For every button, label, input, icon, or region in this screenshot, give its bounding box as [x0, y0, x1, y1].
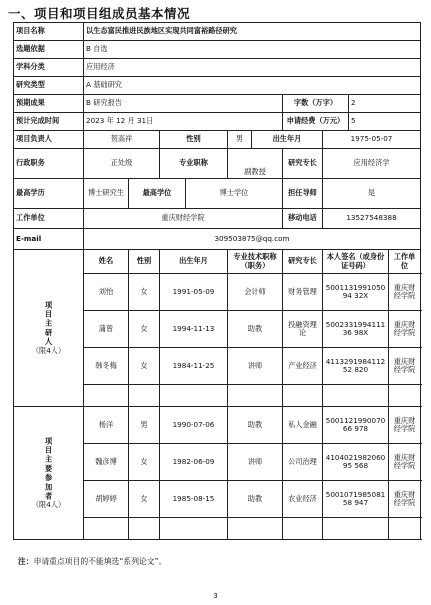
specialty-value: 应用经济学 — [323, 149, 421, 179]
education-value: 博士研究生 — [84, 179, 129, 209]
members-header-row — [14, 250, 421, 274]
member-birth: 1991-05-09 — [160, 274, 228, 311]
member-idcard: 500233199411136 98X — [323, 311, 389, 348]
org-row — [14, 209, 421, 229]
member-specialty: 产业经济 — [283, 348, 323, 385]
member-title: 助教 — [228, 311, 283, 348]
member-title: 助教 — [228, 407, 283, 444]
admin-label: 行政职务 — [14, 149, 84, 179]
leader-gender-label: 性别 — [160, 131, 228, 149]
member-title: 讲师 — [228, 444, 283, 481]
member-gender: 女 — [129, 348, 160, 385]
member-specialty: 财务管理 — [283, 274, 323, 311]
completion-row — [14, 113, 421, 131]
footnote — [18, 556, 166, 567]
participant-row — [14, 407, 421, 444]
member-name: 胡婷婷 — [84, 481, 129, 518]
participants-limit: （限4人） — [31, 500, 66, 510]
email-row — [14, 229, 421, 250]
completion-label: 预计完成时间 — [14, 113, 84, 131]
member-birth-header: 出生年月 — [160, 250, 228, 274]
word-count-label: 字数（万字） — [283, 95, 349, 113]
member-idcard: 411329198411252 820 — [323, 348, 389, 385]
member-idcard-header: 本人签名（或身份证号码） — [323, 250, 389, 274]
footnote-text: 申请重点项目的不能填选“系列论文”。 — [33, 557, 167, 566]
research-type-value: A 基础研究 — [84, 77, 421, 95]
member-specialty: 公司治理 — [283, 444, 323, 481]
member-org: 重庆财经学院 — [389, 311, 421, 348]
member-birth: 1982-06-09 — [160, 444, 228, 481]
member-idcard: 500112199007066 978 — [323, 407, 389, 444]
word-count-value: 2 — [349, 95, 421, 113]
admin-row — [14, 149, 421, 179]
member-gender: 女 — [129, 274, 160, 311]
member-org-header: 工作单位 — [389, 250, 421, 274]
participants-label-cell — [14, 407, 84, 540]
funding-value: 5 — [349, 113, 421, 131]
expected-result-value: B 研究报告 — [84, 95, 283, 113]
member-org: 重庆财经学院 — [389, 444, 421, 481]
member-org: 重庆财经学院 — [389, 481, 421, 518]
main-researchers-label: 项目主研人 — [44, 300, 54, 347]
leader-gender-value: 男 — [228, 131, 252, 149]
education-row — [14, 179, 421, 209]
member-name: 韩冬梅 — [84, 348, 129, 385]
member-name: 蒲曾 — [84, 311, 129, 348]
member-specialty-header: 研究专长 — [283, 250, 323, 274]
org-label: 工作单位 — [14, 209, 84, 229]
title-label: 专业职称 — [160, 149, 228, 179]
member-gender-header: 性别 — [129, 250, 160, 274]
funding-label: 申请经费（万元） — [283, 113, 349, 131]
member-specialty: 私人金融 — [283, 407, 323, 444]
leader-birth-value: 1975-05-07 — [323, 131, 421, 149]
member-specialty: 农业经济 — [283, 481, 323, 518]
title-value: 副教授 — [228, 149, 283, 179]
leader-birth-label: 出生年月 — [252, 131, 323, 149]
leader-row — [14, 131, 421, 149]
member-gender: 女 — [129, 444, 160, 481]
member-title-header: 专业技术职称（职务） — [228, 250, 283, 274]
member-title: 会计师 — [228, 274, 283, 311]
email-label: E-mail — [14, 229, 84, 250]
email-value: 309503875@qq.com — [84, 229, 421, 250]
discipline-value: 应用经济 — [84, 59, 421, 77]
research-type-label: 研究类型 — [14, 77, 84, 95]
basis-label: 选题依据 — [14, 41, 84, 59]
member-idcard: 500113199105094 32X — [323, 274, 389, 311]
member-name: 杨洋 — [84, 407, 129, 444]
specialty-label: 研究专长 — [283, 149, 323, 179]
member-birth: 1990-07-06 — [160, 407, 228, 444]
leader-name-value: 贺高祥 — [84, 131, 160, 149]
completion-date-value: 2023 年 12 月 31日 — [84, 113, 283, 131]
page-number: 3 — [213, 592, 218, 600]
project-title-label: 项目名称 — [14, 23, 84, 41]
section-heading: 一、项目和项目组成员基本情况 — [8, 6, 191, 21]
degree-label: 最高学位 — [129, 179, 186, 209]
member-gender: 男 — [129, 407, 160, 444]
admin-value: 正处级 — [84, 149, 160, 179]
project-title-row — [14, 23, 421, 41]
discipline-label: 学科分类 — [14, 59, 84, 77]
member-name-header: 姓名 — [84, 250, 129, 274]
member-name: 魏彦博 — [84, 444, 129, 481]
member-org: 重庆财经学院 — [389, 407, 421, 444]
main-researchers-label-cell — [14, 250, 84, 407]
member-specialty: 投融资理论 — [283, 311, 323, 348]
member-org: 重庆财经学院 — [389, 274, 421, 311]
expected-result-label: 预期成果 — [14, 95, 84, 113]
member-name: 刘怡 — [84, 274, 129, 311]
degree-value: 博士学位 — [186, 179, 283, 209]
supervisor-value: 是 — [323, 179, 421, 209]
phone-label: 移动电话 — [283, 209, 323, 229]
member-title: 助教 — [228, 481, 283, 518]
expected-result-row — [14, 95, 421, 113]
applicant-info-sheet — [13, 22, 420, 550]
member-idcard: 410402198206095 568 — [323, 444, 389, 481]
discipline-row — [14, 59, 421, 77]
project-title-value: 以生态富民推进民族地区实现共同富裕路径研究 — [84, 23, 421, 41]
member-org: 重庆财经学院 — [389, 348, 421, 385]
basis-row — [14, 41, 421, 59]
phone-value: 13527548388 — [323, 209, 421, 229]
basic-info-table — [13, 22, 421, 540]
education-label: 最高学历 — [14, 179, 84, 209]
member-title: 讲师 — [228, 348, 283, 385]
leader-name-label: 项目负责人 — [14, 131, 84, 149]
main-researchers-limit: （限4人） — [31, 345, 66, 355]
member-idcard: 500107198508158 947 — [323, 481, 389, 518]
basis-value: B 自选 — [84, 41, 421, 59]
member-birth: 1985-08-15 — [160, 481, 228, 518]
participants-label: 项目主要参加者 — [44, 436, 54, 502]
member-gender: 女 — [129, 311, 160, 348]
footnote-label: 注： — [18, 557, 34, 566]
member-birth: 1984-11-25 — [160, 348, 228, 385]
member-birth: 1994-11-13 — [160, 311, 228, 348]
org-value: 重庆财经学院 — [84, 209, 283, 229]
supervisor-label: 担任导师 — [283, 179, 323, 209]
member-gender: 女 — [129, 481, 160, 518]
research-type-row — [14, 77, 421, 95]
